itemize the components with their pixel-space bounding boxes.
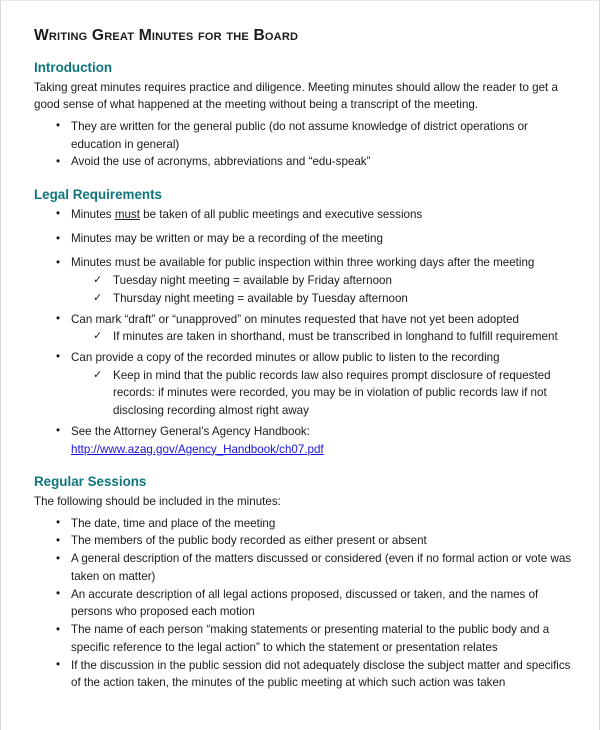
list-item: • Can mark “draft” or “unapproved” on minutes requested that have not yet been adopted [34,311,577,329]
list-item: • Minutes may be written or may be a recording of the meeting [34,230,577,248]
list-item: • The date, time and place of the meeting [34,515,577,533]
agency-handbook-link[interactable]: http://www.azag.gov/Agency_Handbook/ch07.pdf [71,442,324,456]
introduction-bullet-list [34,118,577,171]
page-content [1,1,599,692]
section-heading-legal-requirements: Legal Requirements [34,187,162,203]
list-item: • Avoid the use of acronyms, abbreviations and “edu-speak” [34,153,577,171]
sub-list-item: ✓ If minutes are taken in shorthand, must be transcribed in longhand to fulfill requirement [34,328,577,346]
section-heading-regular-sessions: Regular Sessions [34,474,147,490]
list-item: • The name of each person “making statements or presenting material to the public body and a specific reference to the legal action” to which the statement or presentation relates [34,621,577,656]
sub-list-item: ✓ Keep in mind that the public records law also requires prompt disclosure of requested records: if minutes were recorded, you may be in violation of public records law if not disclosing recording almost right away [34,367,577,420]
list-item-text-before: Minutes [71,207,115,221]
list-item-text-after: be taken of all public meetings and executive sessions [139,207,423,221]
list-item-text: See the Attorney General’s Agency Handbook: [71,424,310,438]
introduction-paragraph: Taking great minutes requires practice and diligence. Meeting minutes should allow the reader to get a good sense of what happened at the meeting without being a transcript of the meeting. [34,80,558,112]
sub-list-item: ✓ Tuesday night meeting = available by Friday afternoon [34,272,577,290]
list-item: • Can provide a copy of the recorded minutes or allow public to listen to the recording [34,349,577,367]
list-item-emphasis: must [114,207,140,221]
list-item: • If the discussion in the public session did not adequately disclose the subject matter and specifics of the action taken, the minutes of the public meeting at which such action was taken [34,657,577,692]
list-item: • A general description of the matters discussed or considered (even if no formal action or vote was taken on matter) [34,550,577,585]
legal-requirements-bullet-list [34,206,577,459]
page-title: Writing Great Minutes for the Board [34,27,299,44]
list-item: • An accurate description of all legal actions proposed, discussed or taken, and the names of persons who proposed each motion [34,586,577,621]
regular-sessions-paragraph: The following should be included in the minutes: [34,495,281,509]
regular-sessions-bullet-list [34,515,577,692]
list-item [34,423,577,458]
list-item: • Minutes must be available for public inspection within three working days after the meeting [34,254,577,272]
list-item: • The members of the public body recorded as either present or absent [34,532,577,550]
list-item: • They are written for the general public (do not assume knowledge of district operations or education in general) [34,118,577,153]
list-item [34,206,577,224]
sub-list-item: ✓ Thursday night meeting = available by Tuesday afternoon [34,290,577,308]
section-heading-introduction: Introduction [34,59,113,75]
